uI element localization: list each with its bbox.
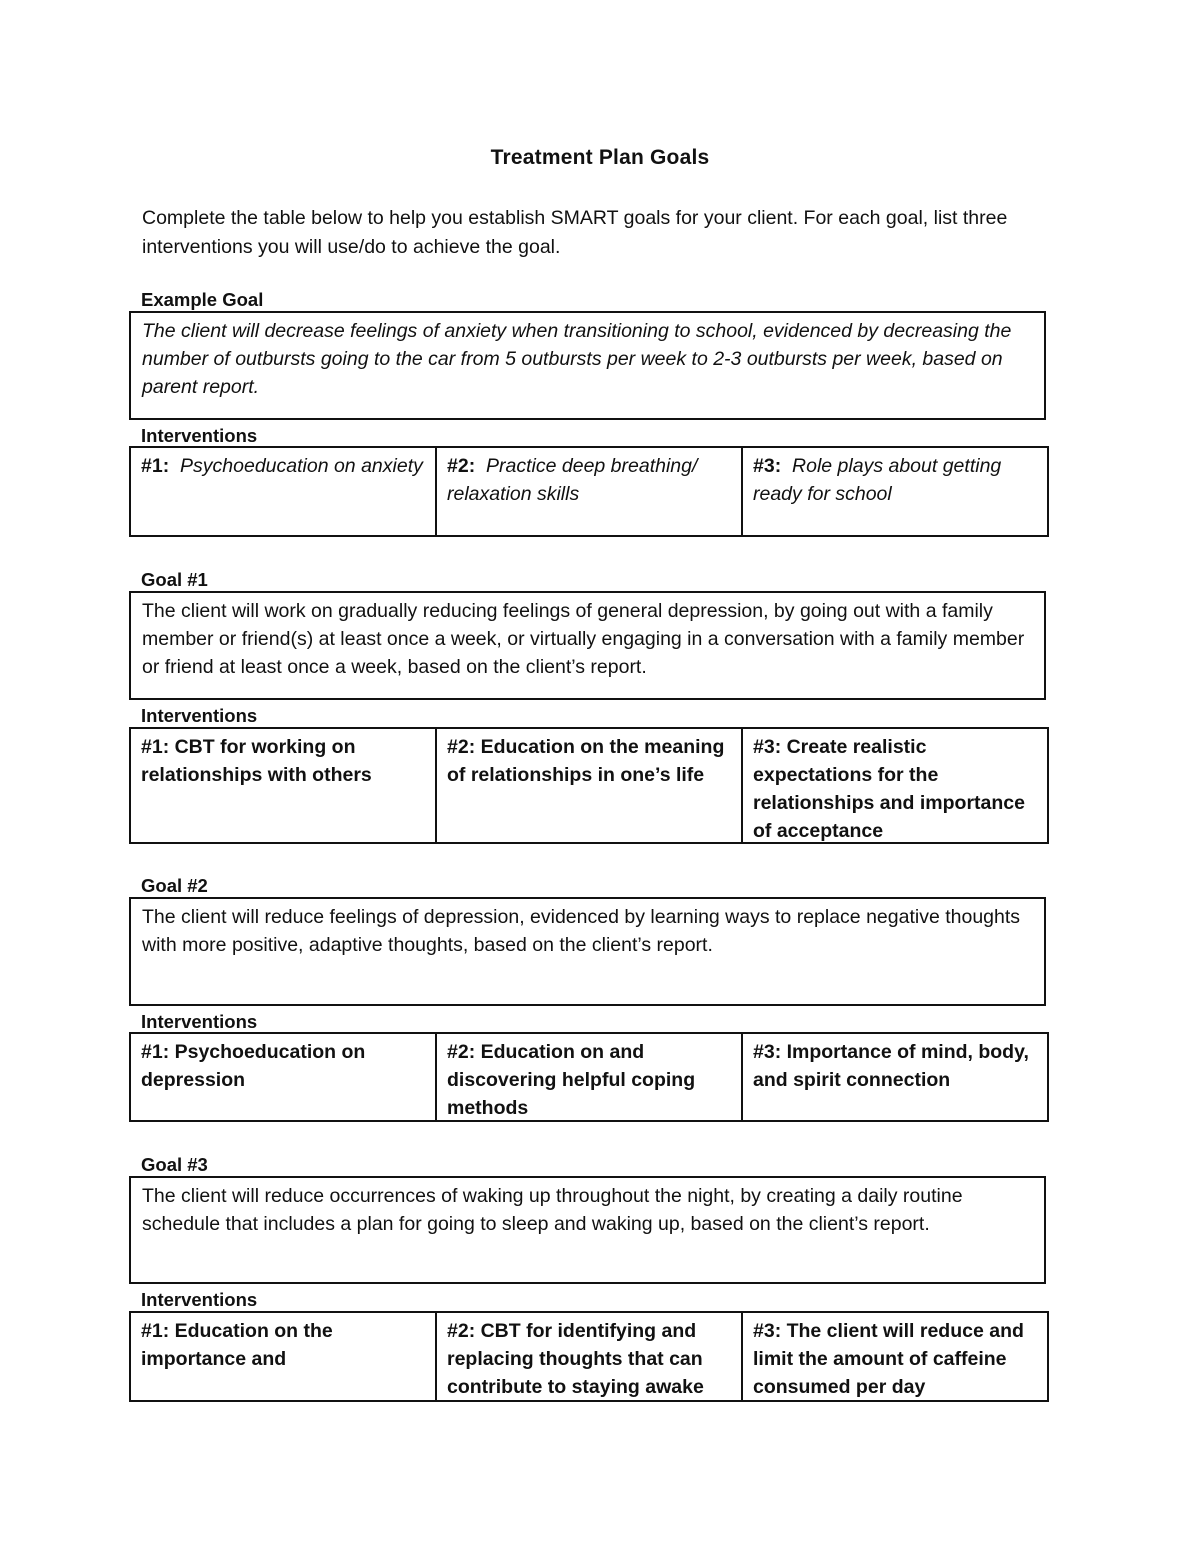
example-interventions-label: Interventions [141, 425, 258, 446]
goal-2-box: The client will reduce feelings of depression, evidenced by learning ways to replace negative thoughts with more positive, adaptive thoughts, based on the client’s report. [129, 897, 1046, 1006]
intervention-cell: #3: Importance of mind, body, and spirit connection [753, 1041, 1029, 1091]
intervention-cell: #3: Create realistic expectations for the relationships and importance of acceptance [753, 736, 1025, 842]
goal-1-interventions-table [129, 727, 1049, 844]
intervention-cell: #2: CBT for identifying and replacing thoughts that can contribute to staying awake [437, 1313, 743, 1400]
goal-3-label: Goal #3 [141, 1154, 208, 1175]
page-title: Treatment Plan Goals [490, 146, 710, 169]
goal-3-box: The client will reduce occurrences of waking up throughout the night, by creating a daily routine schedule that includes a plan for going to sleep and waking up, based on the client’s report. [129, 1176, 1046, 1284]
intervention-cell: #1: CBT for working on relationships with others [131, 729, 437, 842]
intervention-number: #2: [447, 455, 476, 477]
intervention-cell: #1: Education on the importance and [131, 1313, 437, 1400]
example-intervention-cell [743, 448, 1047, 535]
intervention-text: Role plays about getting ready for school [753, 455, 1002, 505]
goal-2-interventions-label: Interventions [141, 1011, 258, 1032]
example-interventions-table [129, 446, 1049, 537]
example-goal-box: The client will decrease feelings of anxiety when transitioning to school, evidenced by decreasing the number of outbursts going to the car from 5 outbursts per week to 2-3 outbursts per week, based on parent report. [129, 311, 1046, 420]
goal-1-box: The client will work on gradually reducing feelings of general depression, by going out with a family member or friend(s) at least once a week, or virtually engaging in a conversation with a family member or friend at least once a week, based on the client’s report. [129, 591, 1046, 700]
intervention-number: #3: [753, 455, 782, 477]
intervention-text: Psychoeducation on anxiety [180, 455, 423, 477]
goal-1-interventions-label: Interventions [141, 705, 258, 726]
example-intervention-cell [437, 448, 743, 535]
goal-2-label: Goal #2 [141, 875, 208, 896]
goal-2-interventions-table [129, 1032, 1049, 1122]
goal-3-interventions-table [129, 1311, 1049, 1402]
intervention-cell: #3: The client will reduce and limit the amount of caffeine consumed per day [753, 1320, 1024, 1398]
example-goal-label: Example Goal [141, 289, 264, 310]
goal-1-label: Goal #1 [141, 569, 208, 590]
intervention-cell: #2: Education on the meaning of relationships in one’s life [437, 729, 743, 842]
intervention-number: #1: [141, 455, 170, 477]
goal-3-interventions-label: Interventions [141, 1289, 258, 1310]
intervention-cell: #2: Education on and discovering helpful coping methods [437, 1034, 743, 1120]
intervention-cell: #1: Psychoeducation on depression [131, 1034, 437, 1120]
intervention-text: Practice deep breathing/ relaxation skills [447, 455, 698, 505]
example-intervention-cell [131, 448, 437, 535]
instructions-paragraph: Complete the table below to help you establish SMART goals for your client. For each goal, list three interventions you will use/do to achieve the goal. [142, 207, 1008, 258]
